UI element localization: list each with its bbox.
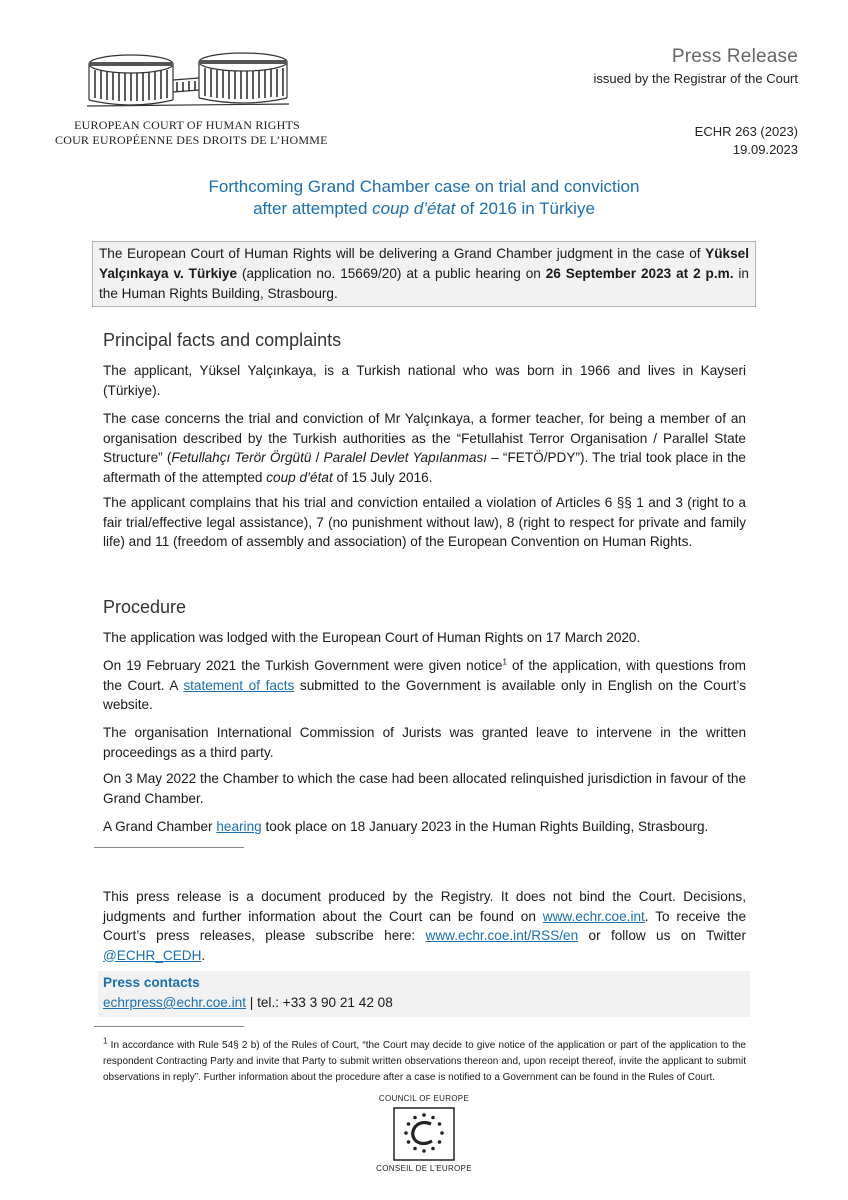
facts-heading: Principal facts and complaints xyxy=(103,330,342,350)
procedure-p5-text-b: took place on 18 January 2023 in the Human Rights Building, Strasbourg. xyxy=(261,819,709,834)
facts-paragraph-3: The applicant complains that his trial and conviction entailed a violation of Articles 6 §§ 1 and 3 (right to a fair trial/effective legal assistance), 7 (no punishment without law), 8 (right to respect for private and family life) and 11 (freedom of assembly and association) of the European Convention on Human Rights. xyxy=(103,495,746,549)
title-line-2-italic: coup d’état xyxy=(372,199,456,218)
council-of-europe-logo xyxy=(372,1094,476,1173)
footnote-divider xyxy=(94,1026,244,1027)
title-line-2-end: of 2016 in Türkiye xyxy=(455,199,595,218)
press-telephone: | tel.: +33 3 90 21 42 08 xyxy=(246,995,393,1010)
procedure-paragraph-4: On 3 May 2022 the Chamber to which the case had been allocated relinquished jurisdiction in favour of the Grand Chamber. xyxy=(103,771,746,806)
facts-p2-italic-1: Fetullahçı Terör Örgütü xyxy=(171,450,312,465)
press-contacts-line xyxy=(103,993,745,1013)
facts-p2-text-c: – “FETÖ/PDY”). The trial took place in the aftermath of the attempted xyxy=(103,450,746,485)
procedure-paragraph-5 xyxy=(103,817,746,837)
rss-link[interactable]: www.echr.coe.int/RSS/en xyxy=(425,928,579,943)
echr-website-link[interactable]: www.echr.coe.int xyxy=(542,908,645,924)
procedure-paragraph-2 xyxy=(103,656,746,715)
press-email-link[interactable]: echrpress@echr.coe.int xyxy=(103,995,247,1010)
press-release-header xyxy=(594,46,799,86)
footer-text-4: . xyxy=(201,947,206,963)
footer-text xyxy=(103,887,746,965)
procedure-p2-text-a: On 19 February 2021 the Turkish Government were given notice xyxy=(103,658,503,673)
procedure-heading: Procedure xyxy=(103,597,187,617)
twitter-link[interactable]: @ECHR_CEDH xyxy=(103,947,202,963)
court-name-fr: COUR EUROPÉENNE DES DROITS DE L’HOMME xyxy=(55,133,328,147)
facts-p2-italic-2: Paralel Devlet Yapılanması xyxy=(323,450,488,465)
facts-p2-text-a: The case concerns the trial and conviction of Mr Yalçınkaya, a former teacher, for being a member of an organisation described by the Turkish authorities as the “Fetullahist Terror Organisation / Parallel State Structure” ( xyxy=(103,411,746,465)
footer-text-2: . To receive the Court’s press releases, please subscribe here: xyxy=(103,908,747,943)
summary-text-3: in the Human Rights Building, Strasbourg. xyxy=(99,266,749,301)
reference-block xyxy=(695,123,798,159)
press-release-title: Press Release xyxy=(671,46,798,67)
procedure-p5-text-a: A Grand Chamber xyxy=(103,819,217,834)
divider xyxy=(94,847,244,848)
footer-text-1: This press release is a document produced by the Registry. It does not bind the Court. Decisions, judgments and further information about the Court can be found on xyxy=(103,889,746,924)
coe-emblem-icon xyxy=(393,1107,455,1161)
title-line-2-start: after attempted xyxy=(253,199,373,218)
press-release-subtitle: issued by the Registrar of the Court xyxy=(593,71,798,86)
footnote-text: In accordance with Rule 54§ 2 b) of the Rules of Court, “the Court may decide to give notice of the application or part of the application to the respondent Contracting Party and invite that Party to submit written observations thereon and, upon receipt thereof, invite the applicant to submit observations in reply”. Further information about the procedure after a case is notified to a Government can be found in the Rules of Court. xyxy=(103,1040,746,1083)
procedure-paragraph-1: The application was lodged with the European Court of Human Rights on 17 March 2020. xyxy=(103,630,641,645)
page-title xyxy=(60,176,788,220)
summary-box xyxy=(92,241,756,307)
facts-p2-italic-3: coup d’état xyxy=(266,469,333,485)
title-line-1: Forthcoming Grand Chamber case on trial and conviction xyxy=(208,177,640,196)
summary-text-1: The European Court of Human Rights will be delivering a Grand Chamber judgment in the case of xyxy=(99,246,706,261)
facts-section xyxy=(103,330,746,351)
summary-text-2: (application no. 15669/20) at a public hearing on xyxy=(237,266,546,281)
facts-p2-text-b: / xyxy=(311,450,324,465)
case-name: Yüksel Yalçınkaya v. Türkiye xyxy=(99,246,749,281)
title-line-2 xyxy=(60,198,788,220)
reference-number: ECHR 263 (2023) xyxy=(694,124,798,139)
press-contacts xyxy=(98,971,750,1017)
procedure-section xyxy=(103,597,746,618)
release-date: 19.09.2023 xyxy=(732,142,798,157)
coe-label-fr: CONSEIL DE L’EUROPE xyxy=(376,1164,472,1173)
facts-paragraph-1: The applicant, Yüksel Yalçınkaya, is a Turkish national who was born in 1966 and lives in Kayseri (Türkiye). xyxy=(103,363,746,398)
procedure-p2-text-b: of the application, with questions from the Court. A xyxy=(103,658,746,693)
court-name-en: EUROPEAN COURT OF HUMAN RIGHTS xyxy=(74,118,300,132)
footer-text-3: or follow us on Twitter xyxy=(578,928,746,943)
footnote-ref[interactable]: 1 xyxy=(502,657,507,667)
court-building-icon xyxy=(83,48,293,114)
hearing-link[interactable]: hearing xyxy=(216,819,262,834)
coe-label-en: COUNCIL OF EUROPE xyxy=(378,1094,470,1103)
court-logo xyxy=(55,48,328,148)
hearing-date-time: 26 September 2023 at 2 p.m. xyxy=(545,266,734,281)
procedure-p2-text-c: submitted to the Government is available only in English on the Court’s website. xyxy=(103,677,747,712)
footnote xyxy=(103,1038,746,1086)
procedure-paragraph-3: The organisation International Commission of Jurists was granted leave to intervene in the written proceedings as a third party. xyxy=(103,725,746,760)
footnote-number: 1 xyxy=(103,1036,108,1046)
facts-paragraph-2 xyxy=(103,409,746,487)
press-contacts-title: Press contacts xyxy=(103,975,200,990)
facts-p2-text-d: of 15 July 2016. xyxy=(332,469,433,485)
statement-of-facts-link[interactable]: statement of facts xyxy=(183,677,295,693)
